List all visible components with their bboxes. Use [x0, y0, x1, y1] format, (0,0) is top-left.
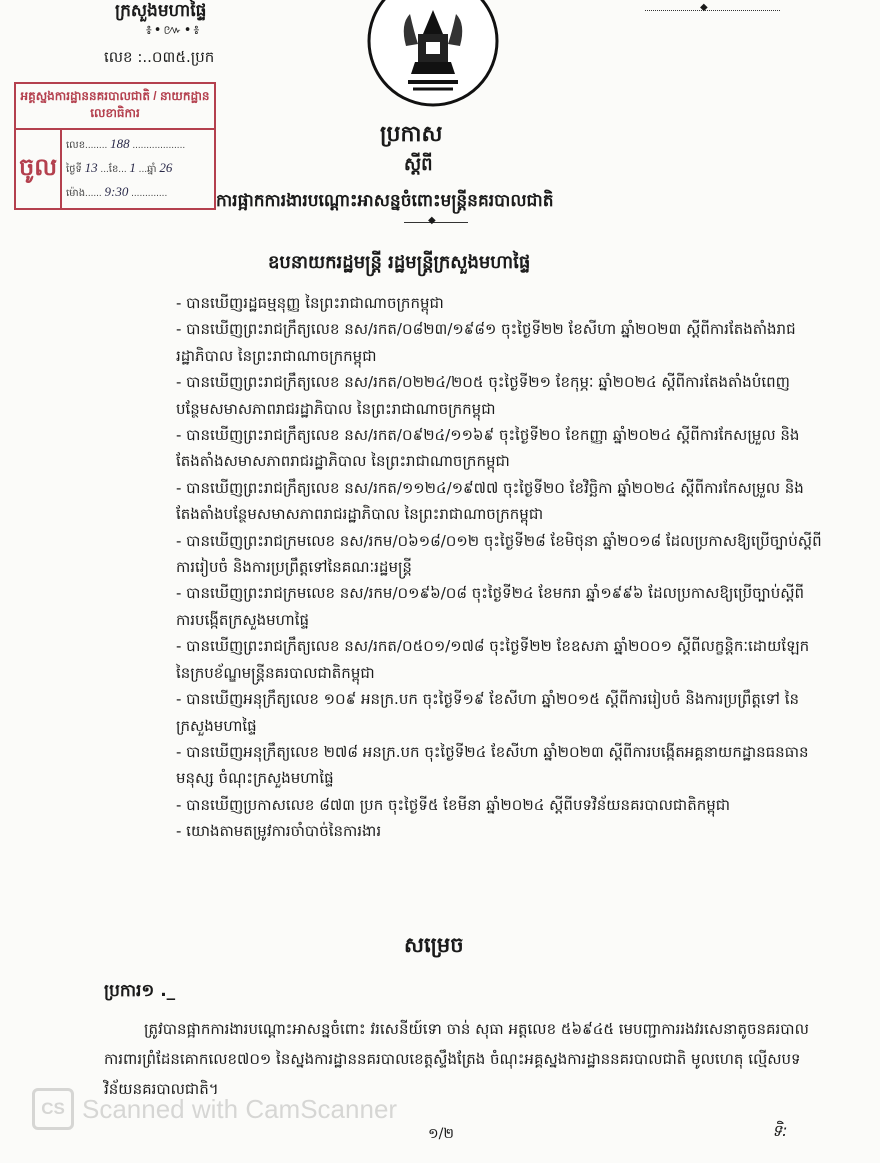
- royal-emblem-icon: [366, 0, 500, 108]
- announcement-title: ប្រកាស: [380, 122, 443, 147]
- stamp-number-row: លេខ........ 188 ...................: [66, 136, 186, 151]
- watermark-text: Scanned with CamScanner: [82, 1093, 398, 1124]
- recital-item: - បានឃើញព្រះរាជក្រមលេខ នស/រកម/០៦១៨/០១២ ចុះថ្ងៃទី២៨ ខែមិថុនា ឆ្នាំ២០១៨ ដែលប្រកាសឱ្យប្រើច្បាប់ស្ដីពីការរៀបចំ និងការប្រព្រឹត្តទៅនៃគណៈរដ្ឋមន្ត្រី: [176, 531, 822, 577]
- recital-item: - បានឃើញព្រះរាជក្រឹត្យលេខ នស/រកត/១១២៤/១៩៧៧ ចុះថ្ងៃទី២០ ខែវិច្ឆិកា ឆ្នាំ២០២៤ ស្ដីពីការកែសម្រួល និងតែងតាំងបន្ថែមសមាសភាពរាជរដ្ឋាភិបាល នៃព្រះរាជាណាចក្រកម្ពុជា: [176, 478, 804, 524]
- top-right-divider: [645, 10, 780, 11]
- article-body: ត្រូវបានផ្អាកការងារបណ្ដោះអាសន្នចំពោះ វរសេនីយ៍ទោ ចាន់ សុធា អត្តលេខ ៥៦៩៤៥ មេបញ្ជាការរងវរសេនាតូចនគរបាលការពារព្រំដែនគោកលេខ៧០១ នៃស្នងការដ្ឋាននគរបាលខេត្តស្ទឹងត្រែង ចំណុះអគ្គស្នងការដ្ឋាននគរបាលជាតិ មូលហេតុ ល្មើសបទវិន័យនគរបាលជាតិ។: [104, 1020, 809, 1098]
- stamp-month: 1: [129, 160, 136, 175]
- ministry-name: ក្រសួងមហាផ្ទៃ: [115, 1, 207, 21]
- header-ornament: ៖•៚•៖: [146, 23, 202, 38]
- recitals-list: [176, 290, 822, 845]
- scanner-watermark: [32, 1088, 397, 1130]
- stamp-number: 188: [110, 136, 130, 151]
- decision-heading: សម្រេច: [404, 933, 464, 957]
- recital-item: - បានឃើញព្រះរាជក្រឹត្យលេខ នស/រកត/០២២៤/២០៥ ចុះថ្ងៃទី២១ ខែកុម្ភៈ ឆ្នាំ២០២៤ ស្ដីពីការតែងតាំងបំពេញបន្ថែមសមាសភាពរាជរដ្ឋាភិបាល នៃព្រះរាជាណាចក្រកម្ពុជា: [176, 373, 790, 418]
- recital-item: - យោងតាមតម្រូវការចាំបាច់នៃការងារ: [176, 822, 382, 841]
- title-divider: [404, 222, 468, 223]
- recital-item: - បានឃើញរដ្ឋធម្មនុញ្ញ នៃព្រះរាជាណាចក្រកម្ពុជា: [176, 294, 444, 312]
- regarding-label: ស្ដីពី: [404, 154, 433, 175]
- recital-item: - បានឃើញព្រះរាជក្រមលេខ នស/រកម/០១៩៦/០៨ ចុះថ្ងៃទី២៤ ខែមករា ឆ្នាំ១៩៩៦ ដែលប្រកាសឱ្យប្រើច្បាប់ស្ដីពីការបង្កើតក្រសួងមហាផ្ទៃ: [176, 584, 805, 629]
- stamp-time: 9:30: [104, 184, 129, 199]
- stamp-title: អគ្គស្នងការដ្ឋាននគរបាលជាតិ / នាយកដ្ឋានលេខាធិការ: [16, 84, 214, 130]
- title-divider-ornament-icon: ◆: [428, 215, 436, 226]
- received-stamp: [14, 82, 216, 210]
- camscanner-logo-icon: CS: [32, 1088, 74, 1130]
- recital-item: - បានឃើញព្រះរាជក្រឹត្យលេខ នស/រកត/០៥០១/១៧៨ ចុះថ្ងៃទី២២ ខែឧសភា ឆ្នាំ២០០១ ស្ដីពីលក្ខន្តិកៈដោយឡែក នៃក្របខ័ណ្ឌមន្ត្រីនគរបាលជាតិកម្ពុជា: [176, 637, 810, 682]
- recital-item: - បានឃើញអនុក្រឹត្យលេខ ១០៩ អនក្រ.បក ចុះថ្ងៃទី១៩ ខែសីហា ឆ្នាំ២០១៥ ស្ដីពីការរៀបចំ និងការប្រព្រឹត្តទៅ នៃក្រសួងមហាផ្ទៃ: [176, 690, 799, 735]
- document-number: លេខ :..០៣៥.ប្រក: [104, 48, 215, 66]
- recital-item: - បានឃើញប្រកាសលេខ ៨៧៣ ប្រក ចុះថ្ងៃទី៥ ខែមីនា ឆ្នាំ២០២៤ ស្ដីពីបទវិន័យនគរបាលជាតិកម្ពុជា: [176, 795, 731, 814]
- stamp-time-row: ម៉ោង...... 9:30 .............: [66, 184, 168, 199]
- stamp-date-row: ថ្ងៃទី 13 ...ខែ... 1 ...ឆ្នាំ 26: [66, 160, 173, 175]
- stamp-year: 26: [159, 160, 173, 175]
- stamp-day: 13: [84, 160, 98, 175]
- page-number: ១/២: [428, 1126, 454, 1142]
- stamp-side-label: ចូល: [16, 130, 62, 208]
- recital-item: - បានឃើញព្រះរាជក្រឹត្យលេខ នស/រកត/០៨២៣/១៩៨១ ចុះថ្ងៃទី២២ ខែសីហា ឆ្នាំ២០២៣ ស្ដីពីការតែងតាំងរាជរដ្ឋាភិបាល នៃព្រះរាជាណាចក្រកម្ពុជា: [176, 320, 796, 365]
- recital-item: - បានឃើញអនុក្រឹត្យលេខ ២៧៨ អនក្រ.បក ចុះថ្ងៃទី២៤ ខែសីហា ឆ្នាំ២០២៣ ស្ដីពីការបង្កើតអគ្គនាយកដ្ឋានធនធានមនុស្ស ចំណុះក្រសួងមហាផ្ទៃ: [176, 742, 809, 788]
- recital-item: - បានឃើញព្រះរាជក្រឹត្យលេខ នស/រកត/០៩២៤/១១៦៩ ចុះថ្ងៃទី២០ ខែកញ្ញា ឆ្នាំ២០២៤ ស្ដីពីការកែសម្រួល និងតែងតាំងសមាសភាពរាជរដ្ឋាភិបាល នៃព្រះរាជាណាចក្រកម្ពុជា: [176, 426, 800, 471]
- article-label: ប្រការ១ ._: [104, 981, 176, 1001]
- initials-mark: ទិ:: [772, 1121, 788, 1140]
- issuer-title: ឧបនាយករដ្ឋមន្ត្រី រដ្ឋមន្ត្រីក្រសួងមហាផ្ទៃ: [268, 252, 531, 273]
- announcement-subject: ការផ្អាកការងារបណ្ដោះអាសន្នចំពោះមន្ត្រីនគរបាលជាតិ: [216, 191, 554, 211]
- divider-ornament-icon: ◆: [700, 2, 708, 13]
